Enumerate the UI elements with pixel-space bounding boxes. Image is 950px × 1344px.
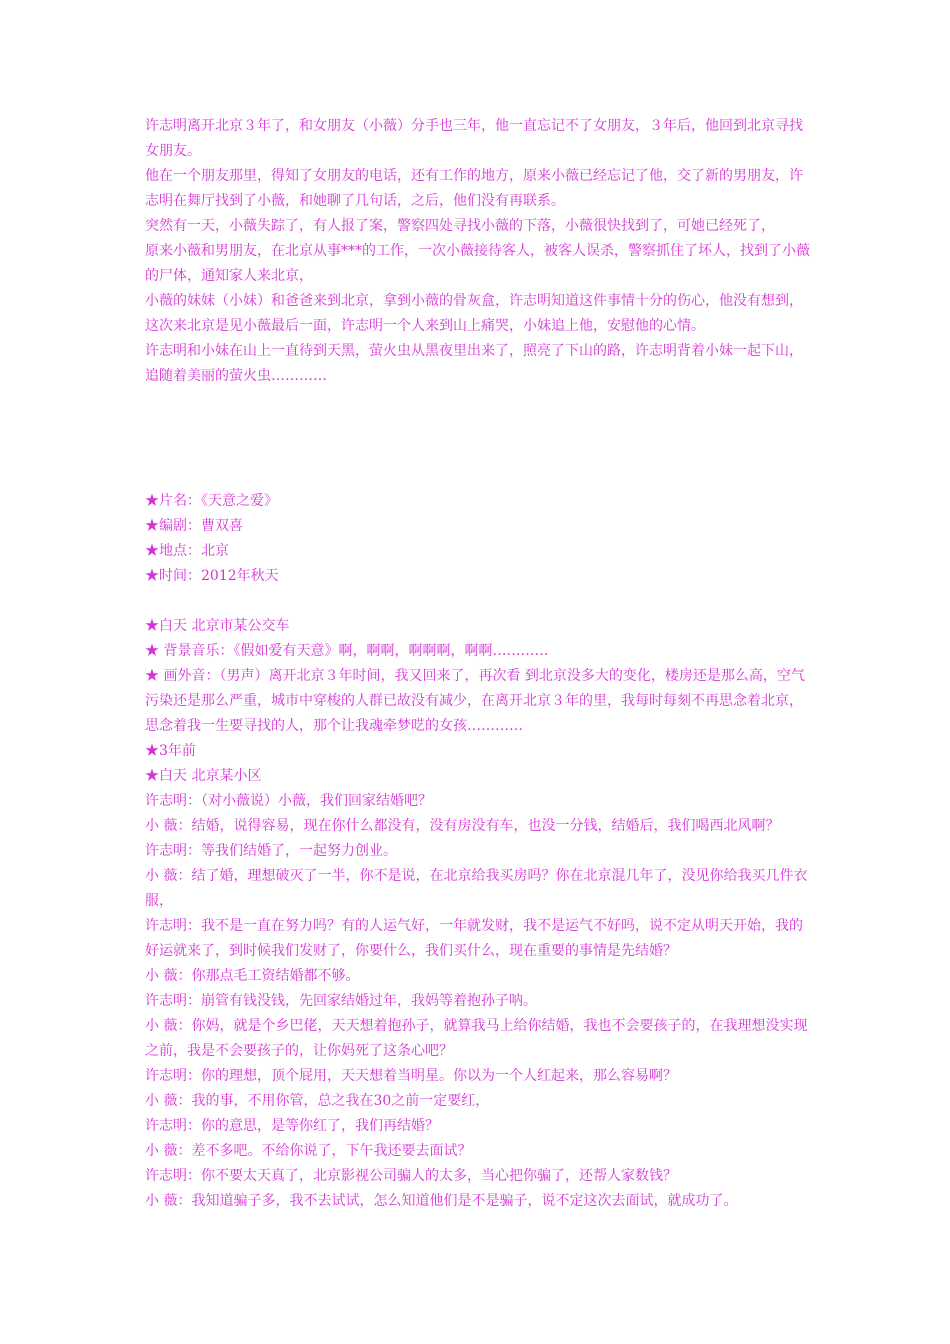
dialogue-line: 小 薇：结婚，说得容易，现在你什么都没有，没有房没有车，也没一分钱，结婚后，我们喝西北风啊？	[145, 818, 780, 834]
synopsis-paragraph: 许志明离开北京３年了，和女朋友（小薇）分手也三年，他一直忘记不了女朋友，３年后，他回到北京寻找女朋友。	[145, 118, 803, 159]
info-location: ★地点：北京	[145, 543, 229, 559]
dialogue-line: 许志明：等我们结婚了，一起努力创业。	[145, 843, 397, 859]
dialogue-line: 许志明：我不是一直在努力吗？有的人运气好，一年就发财，我不是运气不好吗，说不定从明天开始，我的好运就来了，到时候我们发财了，你要什么，我们买什么，现在重要的事情是先结婚？	[145, 918, 803, 959]
synopsis-paragraph: 突然有一天，小薇失踪了，有人报了案，警察四处寻找小薇的下落，小薇很快找到了，可她已经死了，	[145, 218, 775, 234]
dialogue-line: 小 薇：我的事，不用你管，总之我在30之前一定要红，	[145, 1093, 490, 1109]
info-writer: ★编剧：曹双喜	[145, 518, 243, 534]
synopsis-paragraph: 原来小薇和男朋友，在北京从事***的工作，一次小薇接待客人，被客人误杀，警察抓住了坏人，找到了小薇的尸体，通知家人来北京，	[145, 243, 810, 284]
spacer	[145, 589, 810, 614]
spacer	[145, 389, 810, 489]
dialogue-line: 许志明：（对小薇说）小薇，我们回家结婚吧？	[145, 793, 432, 809]
dialogue-line: 小 薇：差不多吧。不给你说了，下午我还要去面试？	[145, 1143, 472, 1159]
dialogue-line: 小 薇：你那点毛工资结婚都不够。	[145, 968, 360, 984]
dialogue-line: 许志明：崩管有钱没钱，先回家结婚过年，我妈等着抱孙子呐。	[145, 993, 537, 1009]
dialogue-line: 许志明：你的意思，是等你红了，我们再结婚？	[145, 1118, 439, 1134]
info-section	[145, 489, 810, 589]
script-section	[145, 614, 810, 1214]
dialogue-line: 小 薇：结了婚，理想破灭了一半，你不是说，在北京给我买房吗？你在北京混几年了，没见你给我买几件衣服，	[145, 868, 808, 909]
info-title: ★片名：《天意之爱》	[145, 493, 278, 509]
dialogue-line: 许志明：你不要太天真了，北京影视公司骗人的太多，当心把你骗了，还帮人家数钱？	[145, 1168, 677, 1184]
dialogue-line: 许志明：你的理想，顶个屁用，天天想着当明星。你以为一个人红起来，那么容易啊？	[145, 1068, 677, 1084]
dialogue-line: 小 薇：我知道骗子多，我不去试试，怎么知道他们是不是骗子，说不定这次去面试，就成功了。	[145, 1193, 738, 1209]
synopsis-paragraph: 小薇的妹妹（小妹）和爸爸来到北京，拿到小薇的骨灰盒，许志明知道这件事情十分的伤心，他没有想到，这次来北京是见小薇最后一面，许志明一个人来到山上痛哭，小妹追上他，安慰他的心情。	[145, 293, 803, 334]
voiceover-line: ★ 画外音：（男声）离开北京３年时间，我又回来了，再次看 到北京没多大的变化，楼房还是那么高，空气污染还是那么严重，城市中穿梭的人群已故没有减少，在离开北京３年的里，我每时每刻不再思念着北京，思念着我一生要寻找的人，那个让我魂牵梦呓的女孩…………	[145, 668, 805, 734]
synopsis-section	[145, 114, 810, 389]
info-time: ★时间：2012年秋天	[145, 568, 279, 584]
scene-heading: ★白天 北京市某公交车	[145, 618, 290, 634]
document-body	[145, 114, 810, 1214]
synopsis-paragraph: 他在一个朋友那里，得知了女朋友的电话，还有工作的地方，原来小薇已经忘记了他，交了新的男朋友，许志明在舞厅找到了小薇，和她聊了几句话，之后，他们没有再联系。	[145, 168, 803, 209]
scene-heading: ★白天 北京某小区	[145, 768, 262, 784]
music-cue: ★ 背景音乐：《假如爱有天意》啊，啊啊，啊啊啊，啊啊…………	[145, 643, 549, 659]
synopsis-paragraph: 许志明和小妹在山上一直待到天黑，萤火虫从黑夜里出来了，照亮了下山的路，许志明背着小妹一起下山，追随着美丽的萤火虫…………	[145, 343, 803, 384]
scene-heading: ★3年前	[145, 743, 196, 759]
dialogue-line: 小 薇：你妈，就是个乡巴佬，天天想着抱孙子，就算我马上给你结婚，我也不会要孩子的，在我理想没实现之前，我是不会要孩子的，让你妈死了这条心吧？	[145, 1018, 808, 1059]
